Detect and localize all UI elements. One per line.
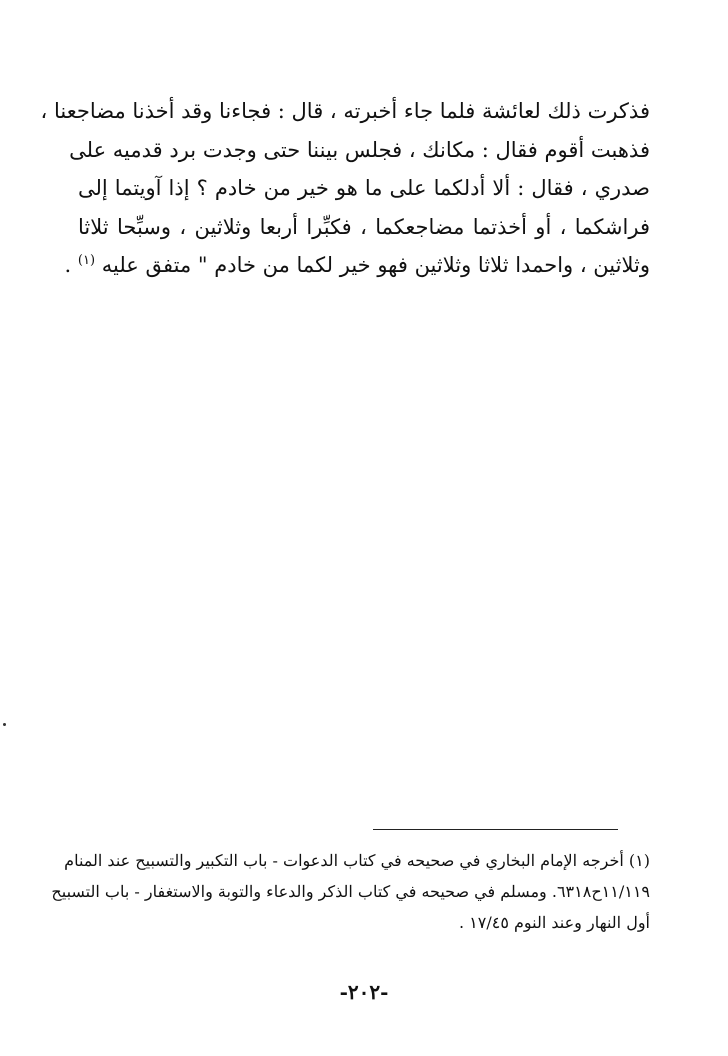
body-line-3: صدري ، فقال : ألا أدلكما على ما هو خير من خادم ؟ إذا آويتما إلى [78,176,650,200]
body-line-5-text: وثلاثين ، واحمدا ثلاثا وثلاثين فهو خير لكما من خادم " متفق عليه [101,253,650,277]
body-line-4: فراشكما ، أو أخذتما مضاجعكما ، فكبِّرا أربعا وثلاثين ، وسبِّحا ثلاثا [78,214,650,239]
footnote-line-3: أول النهار وعند النوم ١٧/٤٥ . [458,913,650,932]
footnote-line-2: ١١/١١٩ح٦٣١٨. ومسلم في صحيحه في كتاب الذكر والدعاء والتوبة والاستغفار - باب التسبيح [51,882,650,901]
footnote-separator [373,829,618,830]
body-line-2: فذهبت أقوم فقال : مكانك ، فجلس بيننا حتى وجدت برد قدميه على [69,137,650,162]
main-text [40,92,650,285]
page-number: -٢٠٢- [339,980,389,1004]
scan-speck [3,723,6,726]
body-line-1: فذكرت ذلك لعائشة فلما جاء أخبرته ، قال : فجاءنا وقد أخذنا مضاجعنا ، [40,99,650,123]
body-line-5-end: . [64,253,78,277]
footnote-reference: (١) [77,253,96,268]
footnotes [51,845,650,938]
footnote-line-1: (١) أخرجه الإمام البخاري في صحيحه في كتاب الدعوات - باب التكبير والتسبيح عند المنام [64,851,650,870]
body-line-5 [64,246,650,285]
